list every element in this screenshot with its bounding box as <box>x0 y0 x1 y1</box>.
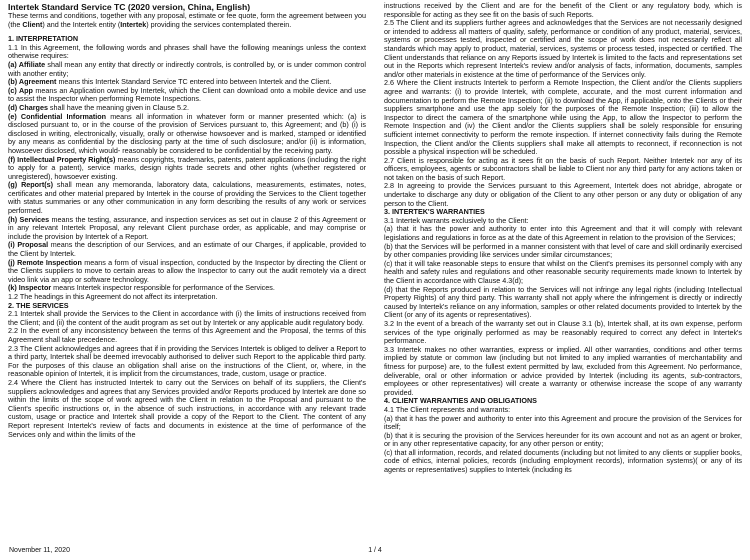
document-title: Intertek Standard Service TC (2020 version, China, English) <box>8 2 251 12</box>
right-paragraph: 2.7 Client is responsible for acting as it sees fit on the basis of such Report. Neither Intertek nor any of its officers, employees, agents or subcontractors shall be liable to Client nor any third party for any actions taken or not taken on the basis of such Report. <box>384 155 742 182</box>
defined-term: (d) Charges <box>8 102 48 112</box>
right-paragraph: 2.8 In agreeing to provide the Services pursuant to this Agreement, Intertek does not abridge, abrogate or undertake to discharge any duty or obligation of the Client to any other person or any duty or obligation of any person to the Client. <box>384 181 742 208</box>
right-paragraph: 3.1 Intertek warrants exclusively to the Client: <box>384 215 529 225</box>
definition-text: means Intertek inspector responsible for performance of the Services. <box>51 283 275 293</box>
definition-text: shall have the meaning given in Clause 5.2. <box>47 102 189 112</box>
defined-term: (f) Intellectual Property Right(s) <box>8 154 116 164</box>
definition-paragraph <box>8 113 366 156</box>
defined-term: (j) Remote Inspection <box>8 257 82 267</box>
right-paragraph: 4.1 The Client represents and warrants: <box>384 404 511 414</box>
right-paragraph: (b) that the Services will be performed in a manner consistent with that level of care and skill ordinarily exercised by other companies providing like services under similar circumstances; <box>384 241 742 260</box>
defined-term: (g) Report(s) <box>8 180 54 190</box>
section-heading: 2. THE SERVICES <box>8 300 69 310</box>
definition-text: means all information in whatever form or manner presented which: (a) is disclosed pursuant to, or in the course of the provision of Services pursuant to, this Agreement; and (b) (i) is disclosed in writing, electronically, visually, orally or otherwise howsoever and is marked, stamped or identified by any means as confidential by the disclosing party at the time of such disclosure; and/or (ii) is information, howsoever disclosed, which would- reasonably be considered to be confidential by the receiving party. <box>8 111 366 155</box>
definition-text: means a form of visual inspection, conducted by the Inspector by directing the Client or the Clients suppliers to move to certain areas to allow the Inspector to carry out the audit remotely via a direct video link via an app or software technology. <box>8 257 366 284</box>
right-paragraph: (b) that it is securing the provision of the Services hereunder for its own account and not as an agent or broker, or in any other representative capacity, for any other person or entity; <box>384 430 742 449</box>
left-paragraph: 2.3 The Client acknowledges and agrees that if in providing the Services Intertek is obliged to deliver a Report to a third party, Intertek shall be deemed irrevocably authorised to deliver such Report to the applicable third party. For the purposes of this clause an obligation shall arise on the instructions of the Client, or, where, in the reasonable opinion of Intertek, it is implicit from the circumstances, trade, custom, usage or practice. <box>8 343 366 379</box>
right-paragraph: (c) that it will take reasonable steps to ensure that whilst on the Client's premises its personnel comply with any health and safety rules and regulations and other reasonable security requirements made known to Intertek by the Client in accordance with Clause 4.3(d); <box>384 258 742 285</box>
right-paragraph: (c) that all information, records, and related documents (including but not limited to any clients or supplier books, code of ethics, internal policies, records (including employment records), information systems)( or any of its agents or representatives) supplies to Intertek (including its <box>384 447 742 475</box>
left-paragraph: 2.2 In the event of any inconsistency between the terms of this Agreement and the Proposal, the terms of this Agreement shall take precedence. <box>8 326 366 344</box>
definition-text: means the testing, assurance, and inspection services as set out in clause 2 of this Agreement or in any relevant Intertek Proposal, any relevant Client purchase order, as applicable, and may comprise or include the provision by Intertek of a Report. <box>8 214 367 241</box>
definition-text: means an Application owned by Intertek, which the Client can download onto a mobile device and use to assist the Inspector when performing Remote Inspections. <box>8 85 366 104</box>
right-paragraph: 3.3 Intertek makes no other warranties, express or implied. All other warranties, conditions and other terms implied by statute or common law (including but not limited to any implied warranties of merchantability and fitness for purpose) are, to the fullest extent permitted by law, excluded from this Agreement. No performance, deliverable, oral or other information or advice provided by Intertek (including its agents, sub-contractors, employees or other representatives) will create a warranty or otherwise increase the scope of any warranty provided. <box>384 344 742 397</box>
definition-text: means copyrights, trademarks, patents, patent applications (including the right to apply for a patent), service marks, design rights trade secrets and other rights (whether registered or unregistered), howsoever existing. <box>8 154 367 181</box>
defined-term: (c) App <box>8 85 33 95</box>
right-body <box>384 2 742 475</box>
definition-text: means this Intertek Standard Service TC entered into between Intertek and the Client. <box>56 77 332 87</box>
left-paragraph: 1.2 The headings in this Agreement do not affect its interpretation. <box>8 292 218 301</box>
left-paragraph: 1.1 In this Agreement, the following words and phrases shall have the following meanings unless the context otherwise requires: <box>8 42 366 61</box>
left-paragraph: 2.1 Intertek shall provide the Services to the Client in accordance with (i) the limits of instructions received from the Client; and (ii) the content of the audit program as set out by Intertek or any applicable audit regulatory body. <box>8 309 366 327</box>
left-paragraph: 2.4 Where the Client has instructed Intertek to carry out the Services on behalf of its suppliers, the Client's suppliers acknowledges and agrees that any Services provided and/or Reports produced by Intertek are done so within the limits of the scope of work agreed with the Client in relation to the Proposal and pursuant to the Client's specific instructions or, in the absence of such instructions, in accordance with any relevant trade custom, usage or practice and Intertek shall provide a copy of the Report to the Client. The content of any Report represent Intertek's review of facts and documents in existence at the time of performance of the Services only and within the limits of the <box>8 377 366 439</box>
section-heading: 4. CLIENT WARRANTIES AND OBLIGATIONS <box>384 396 537 406</box>
right-paragraph: (d) that the Reports produced in relation to the Services will not infringe any legal rights (including Intellectual Property Rights) of any third party. This warranty shall not apply where the infringement is directly or indirectly caused by Intertek's reliance on any information, samples or other related documents provided to Intertek by the Client (or any of its agents or representatives). <box>384 284 742 320</box>
left-body <box>8 35 366 439</box>
definition-text: shall mean any entity that directly or indirectly controls, is controlled by, or is under common control with another entity; <box>8 59 366 78</box>
definition-paragraph <box>8 181 366 215</box>
definition-paragraph <box>8 259 366 285</box>
left-column <box>8 2 366 439</box>
defined-term: (e) Confidential Information <box>8 111 107 121</box>
page-number: 1 / 4 <box>368 547 382 554</box>
definition-text: shall mean any memoranda, laboratory data, calculations, measurements, estimates, notes, certificates and other material prepared by Intertek in the course of providing the Services to the Client together with status summaries or any other communication in any form describing the results of any work or services performed. <box>8 180 366 216</box>
right-paragraph: (a) that it has the power and authority to enter into this Agreement and procure the provision of the Services for itself; <box>384 413 742 432</box>
section-heading: 1. INTERPRETATION <box>8 34 79 44</box>
section-heading: 3. INTERTEK'S WARRANTIES <box>384 207 485 217</box>
definition-paragraph <box>8 61 366 78</box>
definition-text: means the description of our Services, and an estimate of our Charges, if applicable, provided to the Client by Intertek. <box>8 240 366 259</box>
right-paragraph: 2.5 The Client and its suppliers further agrees and acknowledges that the Services are not necessarily designed or intended to address all matters of quality, safety, performance or condition of any product, material, services, systems or processes tested, inspected or certified and the scope of work does not necessarily reflect all standards which may apply to product, material, services, systems or process tested, inspected or certified. The Client understands that reliance on any Reports issued by Intertek is limited to the facts and representations set out in the Reports which represent Intertek's review and/or analysis of facts, information, documents, samples and/or other materials in existence at the time of performance of the Services only. <box>384 18 742 79</box>
defined-term: (a) Affiliate <box>8 59 46 69</box>
right-paragraph: 3.2 In the event of a breach of the warranty set out in Clause 3.1 (b), Intertek shall, at its own expense, perform services of the type originally performed as may be reasonably required to correct any defect in Intertek's performance. <box>384 318 742 346</box>
footer-date: November 11, 2020 <box>9 547 70 554</box>
defined-term: (h) Services <box>8 214 50 224</box>
definition-paragraph <box>8 241 366 258</box>
definition-paragraph <box>8 156 366 182</box>
definition-paragraph <box>8 87 366 104</box>
right-paragraph: instructions received by the Client and are for the benefit of the Client or any regulatory body, which is responsible for acting as they see fit on the basis of such Reports. <box>384 1 742 19</box>
intro-paragraph: These terms and conditions, together with any proposal, estimate or fee quote, form the agreement between you (the Client) and the Intertek entity (Intertek) providing the services contemplated therein. <box>8 11 366 29</box>
defined-term: (i) Proposal <box>8 240 49 250</box>
definition-paragraph <box>8 216 366 242</box>
right-column <box>384 2 742 475</box>
defined-term: (k) Inspector <box>8 283 52 293</box>
right-paragraph: 2.6 Where the Client instructs Intertek to perform a Remote Inspection, the Client and/or the Clients suppliers agree and warrants: (i) to provide Intertek, with complete, accurate, and the most current information and documentation to perform the Remote Inspection; (ii) to download the App, if applicable, onto the Clients or their suppliers smartphone and use the app solely for the purposes of the Remote Inspection; (iii) to allow the Inspector to direct the camera of the smartphone while using the App, to allow the Inspector to perform the Remote Inspection and (iv) the Client and/or the Clients suppliers shall be solely responsible for ensuring sufficient internet connectivity to perform the remote inspection. If internet connectivity fails during the Remote Inspection, the Client and/or the Clients suppliers shall make all attempts to reconnect, if reconnection is not possible a physical inspection will be scheduled. <box>384 78 742 157</box>
defined-term: (b) Agreement <box>8 77 57 87</box>
right-paragraph: (a) that it has the power and authority to enter into this Agreement and that it will comply with relevant legislations and regulations in force as at the date of this Agreement in relation to the provision of the Services; <box>384 224 742 243</box>
